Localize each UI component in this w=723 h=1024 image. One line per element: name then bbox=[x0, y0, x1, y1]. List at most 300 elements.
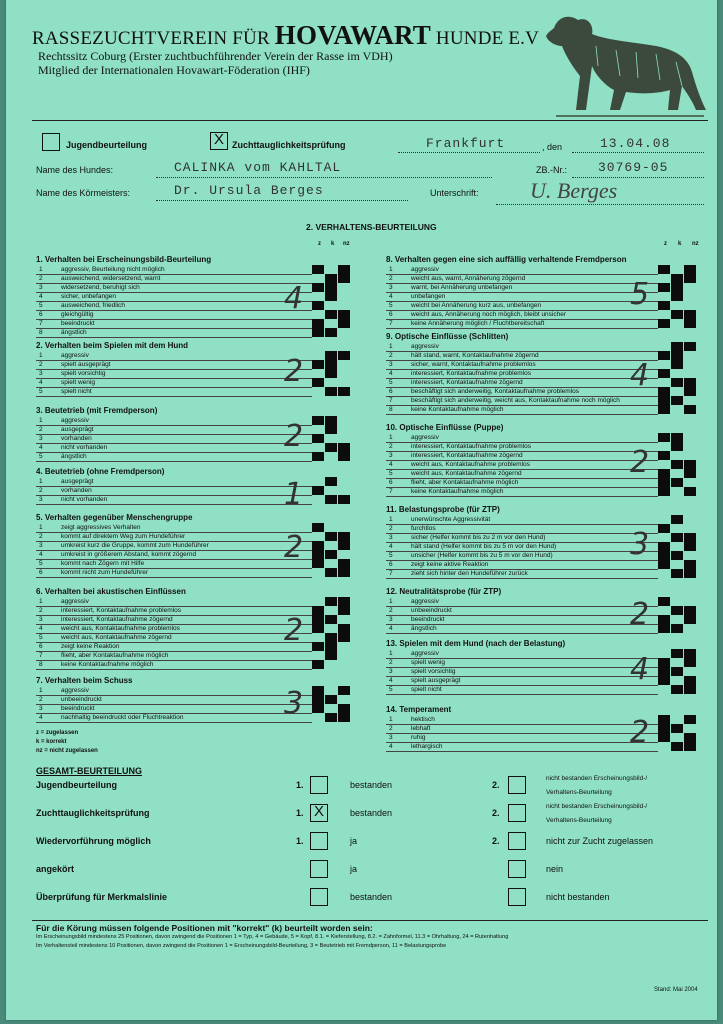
rating-cell[interactable] bbox=[671, 360, 683, 369]
rating-cell[interactable] bbox=[338, 452, 350, 461]
rating-cell[interactable] bbox=[684, 742, 696, 751]
right-section-title: 12. Neutralitätsprobe (für ZTP) bbox=[386, 587, 502, 596]
rating-cell[interactable] bbox=[338, 686, 350, 695]
rating-cell[interactable] bbox=[684, 524, 696, 533]
rating-cell[interactable] bbox=[658, 533, 670, 542]
summary-option-b: nein bbox=[546, 864, 564, 874]
right-option-row bbox=[386, 569, 658, 579]
rating-cell[interactable] bbox=[658, 615, 670, 624]
option-number: 1 bbox=[39, 478, 43, 485]
option-number: 3 bbox=[39, 496, 43, 503]
rating-cell[interactable] bbox=[325, 425, 337, 434]
summary-checkbox-2[interactable] bbox=[508, 776, 526, 794]
rating-cell[interactable] bbox=[658, 301, 670, 310]
rating-cell[interactable] bbox=[684, 606, 696, 615]
rating-cell[interactable] bbox=[325, 477, 337, 486]
rating-cell[interactable] bbox=[312, 495, 324, 504]
rating-cell[interactable] bbox=[671, 742, 683, 751]
rating-cell[interactable] bbox=[658, 378, 670, 387]
rating-cell[interactable] bbox=[658, 524, 670, 533]
option-text: ausweichend, friedlich bbox=[61, 302, 125, 309]
rating-cell[interactable] bbox=[671, 342, 683, 351]
rating-cell[interactable] bbox=[658, 606, 670, 615]
summary-checkbox-1[interactable] bbox=[310, 888, 328, 906]
left-option-row bbox=[36, 713, 312, 723]
rating-cell[interactable] bbox=[671, 460, 683, 469]
rating-cell[interactable] bbox=[684, 265, 696, 274]
rating-cell[interactable] bbox=[671, 524, 683, 533]
rating-cell[interactable] bbox=[338, 633, 350, 642]
rating-cell[interactable] bbox=[684, 378, 696, 387]
rating-cell[interactable] bbox=[325, 443, 337, 452]
rating-cell[interactable] bbox=[684, 487, 696, 496]
rating-cell[interactable] bbox=[658, 369, 670, 378]
rating-cell[interactable] bbox=[325, 642, 337, 651]
rating-cell[interactable] bbox=[658, 342, 670, 351]
rating-cell[interactable] bbox=[312, 477, 324, 486]
rating-cell[interactable] bbox=[658, 319, 670, 328]
rating-cell[interactable] bbox=[671, 442, 683, 451]
rating-cell[interactable] bbox=[312, 274, 324, 283]
rating-cell[interactable] bbox=[671, 715, 683, 724]
jugend-checkbox[interactable] bbox=[42, 133, 60, 151]
footer-line-2: Im Verhaltensteil mindestens 10 Positionen, davon zwingend die Positionen 1 = Erscheinungsbild-Beurteilung, 3 = Beutetrieb mit Fremdperson, 11 = Belastungsprobe bbox=[36, 943, 447, 949]
rating-cell[interactable] bbox=[684, 283, 696, 292]
rating-cell[interactable] bbox=[684, 342, 696, 351]
rating-cell[interactable] bbox=[684, 685, 696, 694]
rating-cell[interactable] bbox=[338, 328, 350, 337]
rating-cell[interactable] bbox=[671, 396, 683, 405]
rating-cell[interactable] bbox=[325, 713, 337, 722]
rating-cell[interactable] bbox=[338, 486, 350, 495]
rating-cell[interactable] bbox=[671, 624, 683, 633]
rating-cell[interactable] bbox=[658, 676, 670, 685]
rating-cell[interactable] bbox=[338, 624, 350, 633]
rating-cell[interactable] bbox=[684, 597, 696, 606]
rating-cell[interactable] bbox=[684, 551, 696, 560]
rating-cell[interactable] bbox=[325, 633, 337, 642]
option-text: ausgeprägt bbox=[61, 478, 94, 485]
rating-cell[interactable] bbox=[671, 533, 683, 542]
rating-cell[interactable] bbox=[312, 265, 324, 274]
rating-cell[interactable] bbox=[338, 443, 350, 452]
rating-cell[interactable] bbox=[312, 606, 324, 615]
rating-cell[interactable] bbox=[684, 301, 696, 310]
rating-cell[interactable] bbox=[338, 541, 350, 550]
rating-cell[interactable] bbox=[658, 597, 670, 606]
rating-cell[interactable] bbox=[338, 378, 350, 387]
summary-checkbox-2[interactable] bbox=[508, 832, 526, 850]
rating-cell[interactable] bbox=[312, 651, 324, 660]
rating-cell[interactable] bbox=[658, 405, 670, 414]
option-text: ängstlich bbox=[61, 329, 87, 336]
rating-cell[interactable] bbox=[312, 486, 324, 495]
rating-cell[interactable] bbox=[684, 515, 696, 524]
right-section-title: 9. Optische Einflüsse (Schlitten) bbox=[386, 332, 509, 341]
rating-cell[interactable] bbox=[312, 615, 324, 624]
rating-cell[interactable] bbox=[338, 319, 350, 328]
rating-cell[interactable] bbox=[671, 597, 683, 606]
rating-cell[interactable] bbox=[338, 369, 350, 378]
rating-cell[interactable] bbox=[325, 597, 337, 606]
rating-cell[interactable] bbox=[312, 532, 324, 541]
rating-cell[interactable] bbox=[338, 713, 350, 722]
rating-cell[interactable] bbox=[325, 624, 337, 633]
rating-cell[interactable] bbox=[325, 292, 337, 301]
rating-cell[interactable] bbox=[312, 443, 324, 452]
rating-cell[interactable] bbox=[325, 523, 337, 532]
rating-cell[interactable] bbox=[325, 532, 337, 541]
option-text: ängstlich bbox=[61, 453, 87, 460]
rating-cell[interactable] bbox=[671, 265, 683, 274]
rating-cell[interactable] bbox=[325, 704, 337, 713]
rating-cell[interactable] bbox=[658, 478, 670, 487]
summary-checkbox-1[interactable] bbox=[310, 804, 328, 822]
rating-cell[interactable] bbox=[312, 283, 324, 292]
rating-cell[interactable] bbox=[684, 469, 696, 478]
rating-cell[interactable] bbox=[658, 396, 670, 405]
rating-cell[interactable] bbox=[684, 433, 696, 442]
rating-cell[interactable] bbox=[671, 478, 683, 487]
rating-cell[interactable] bbox=[658, 649, 670, 658]
rating-cell[interactable] bbox=[338, 568, 350, 577]
rating-cell[interactable] bbox=[658, 442, 670, 451]
rating-cell[interactable] bbox=[312, 541, 324, 550]
rating-cell[interactable] bbox=[325, 416, 337, 425]
rating-cell[interactable] bbox=[684, 533, 696, 542]
rating-cell[interactable] bbox=[671, 274, 683, 283]
rating-cell[interactable] bbox=[658, 274, 670, 283]
rating-cell[interactable] bbox=[658, 658, 670, 667]
rating-cell[interactable] bbox=[312, 452, 324, 461]
rating-cell[interactable] bbox=[338, 274, 350, 283]
rating-cell[interactable] bbox=[338, 642, 350, 651]
rating-cell[interactable] bbox=[325, 360, 337, 369]
option-number: 5 bbox=[389, 302, 393, 309]
rating-cell[interactable] bbox=[684, 292, 696, 301]
rating-cell[interactable] bbox=[338, 301, 350, 310]
rating-cell[interactable] bbox=[325, 387, 337, 396]
rating-cell[interactable] bbox=[325, 486, 337, 495]
association-title: RASSEZUCHTVEREIN FÜR HOVAWART HUNDE E.V bbox=[32, 20, 540, 50]
rating-cell[interactable] bbox=[325, 434, 337, 443]
rating-cell[interactable] bbox=[312, 434, 324, 443]
rating-cell[interactable] bbox=[325, 568, 337, 577]
option-number: 3 bbox=[389, 361, 393, 368]
rating-cell[interactable] bbox=[325, 695, 337, 704]
summary-checkbox-1[interactable] bbox=[310, 776, 328, 794]
rating-cell[interactable] bbox=[671, 515, 683, 524]
option-text: kommt auf direktem Weg zum Hundeführer bbox=[61, 533, 186, 540]
rating-cell[interactable] bbox=[684, 274, 696, 283]
rating-cell[interactable] bbox=[658, 265, 670, 274]
rating-cell[interactable] bbox=[325, 660, 337, 669]
rating-cell[interactable] bbox=[671, 405, 683, 414]
rating-cell[interactable] bbox=[658, 469, 670, 478]
legal-seat-line: Rechtssitz Coburg (Erster zuchtbuchführender Verein der Rasse im VDH) bbox=[38, 49, 393, 63]
rating-cell[interactable] bbox=[658, 460, 670, 469]
rating-cell[interactable] bbox=[684, 369, 696, 378]
rating-cell[interactable] bbox=[671, 469, 683, 478]
rating-cell[interactable] bbox=[312, 387, 324, 396]
rating-cell[interactable] bbox=[684, 360, 696, 369]
rating-cell[interactable] bbox=[658, 624, 670, 633]
option-text: vorhanden bbox=[61, 435, 92, 442]
rating-cell[interactable] bbox=[338, 695, 350, 704]
option-number: 2 bbox=[389, 275, 393, 282]
left-handwritten-score: 4 bbox=[284, 281, 304, 316]
rating-cell[interactable] bbox=[338, 704, 350, 713]
rating-cell[interactable] bbox=[312, 416, 324, 425]
z-header: z bbox=[318, 241, 321, 247]
rating-cell[interactable] bbox=[312, 642, 324, 651]
rating-cell[interactable] bbox=[684, 560, 696, 569]
rating-cell[interactable] bbox=[684, 319, 696, 328]
option-text: zieht sich hinter den Hundeführer zurück bbox=[411, 570, 528, 577]
rating-cell[interactable] bbox=[325, 351, 337, 360]
rating-cell[interactable] bbox=[671, 292, 683, 301]
rating-cell[interactable] bbox=[338, 265, 350, 274]
rating-cell[interactable] bbox=[338, 597, 350, 606]
rating-cell[interactable] bbox=[658, 433, 670, 442]
summary-checkbox-2[interactable] bbox=[508, 804, 526, 822]
rating-cell[interactable] bbox=[658, 360, 670, 369]
summary-option-b: nicht bestanden bbox=[546, 892, 610, 902]
rating-cell[interactable] bbox=[338, 292, 350, 301]
summary-check-mark bbox=[311, 833, 327, 849]
left-option-row bbox=[36, 568, 312, 578]
membership-line: Mitglied der Internationalen Hovawart-Föderation (IHF) bbox=[38, 63, 310, 77]
rating-cell[interactable] bbox=[671, 560, 683, 569]
rating-cell[interactable] bbox=[684, 733, 696, 742]
rating-cell[interactable] bbox=[325, 686, 337, 695]
rating-cell[interactable] bbox=[671, 733, 683, 742]
rating-cell[interactable] bbox=[312, 523, 324, 532]
rating-cell[interactable] bbox=[658, 569, 670, 578]
rating-cell[interactable] bbox=[671, 551, 683, 560]
rating-cell[interactable] bbox=[658, 715, 670, 724]
rating-cell[interactable] bbox=[671, 542, 683, 551]
rating-cell[interactable] bbox=[325, 369, 337, 378]
rating-cell[interactable] bbox=[325, 615, 337, 624]
option-number: 7 bbox=[39, 652, 43, 659]
rating-cell[interactable] bbox=[658, 742, 670, 751]
rating-cell[interactable] bbox=[312, 292, 324, 301]
rating-cell[interactable] bbox=[312, 550, 324, 559]
rating-cell[interactable] bbox=[658, 685, 670, 694]
rating-cell[interactable] bbox=[671, 387, 683, 396]
right-option-row bbox=[386, 685, 658, 695]
rating-cell[interactable] bbox=[658, 515, 670, 524]
left-handwritten-score: 1 bbox=[284, 477, 304, 512]
option-number: 3 bbox=[389, 734, 393, 741]
summary-checkbox-1[interactable] bbox=[310, 832, 328, 850]
rating-cell[interactable] bbox=[658, 310, 670, 319]
rating-cell[interactable] bbox=[658, 351, 670, 360]
rating-cell[interactable] bbox=[671, 301, 683, 310]
summary-checkbox-1[interactable] bbox=[310, 860, 328, 878]
rating-cell[interactable] bbox=[684, 715, 696, 724]
rating-cell[interactable] bbox=[338, 283, 350, 292]
rating-cell[interactable] bbox=[671, 569, 683, 578]
rating-cell[interactable] bbox=[684, 676, 696, 685]
rating-cell[interactable] bbox=[671, 685, 683, 694]
rating-cell[interactable] bbox=[671, 615, 683, 624]
rating-cell[interactable] bbox=[684, 478, 696, 487]
rating-cell[interactable] bbox=[338, 416, 350, 425]
rating-cell[interactable] bbox=[325, 328, 337, 337]
rating-cell[interactable] bbox=[325, 452, 337, 461]
rating-cell[interactable] bbox=[312, 633, 324, 642]
rating-cell[interactable] bbox=[338, 387, 350, 396]
rating-cell[interactable] bbox=[671, 606, 683, 615]
rating-cell[interactable] bbox=[312, 695, 324, 704]
rating-cell[interactable] bbox=[671, 649, 683, 658]
rating-cell[interactable] bbox=[671, 658, 683, 667]
summary-checkbox-2[interactable] bbox=[508, 860, 526, 878]
rating-cell[interactable] bbox=[684, 649, 696, 658]
option-number: 7 bbox=[389, 320, 393, 327]
rating-cell[interactable] bbox=[658, 451, 670, 460]
rating-cell[interactable] bbox=[325, 541, 337, 550]
rating-cell[interactable] bbox=[338, 351, 350, 360]
zb-label: ZB.-Nr.: bbox=[536, 165, 567, 175]
rating-cell[interactable] bbox=[684, 310, 696, 319]
rating-cell[interactable] bbox=[338, 360, 350, 369]
rating-cell[interactable] bbox=[312, 319, 324, 328]
rating-cell[interactable] bbox=[312, 686, 324, 695]
rating-cell[interactable] bbox=[312, 328, 324, 337]
option-text: kommt nach Zögern mit Hilfe bbox=[61, 560, 145, 567]
rating-cell[interactable] bbox=[338, 651, 350, 660]
rating-cell[interactable] bbox=[658, 283, 670, 292]
rating-cell[interactable] bbox=[325, 559, 337, 568]
rating-cell[interactable] bbox=[312, 559, 324, 568]
rating-cell[interactable] bbox=[312, 351, 324, 360]
rating-cell[interactable] bbox=[312, 568, 324, 577]
rating-cell[interactable] bbox=[684, 542, 696, 551]
rating-cell[interactable] bbox=[658, 387, 670, 396]
rating-cell[interactable] bbox=[671, 667, 683, 676]
rating-cell[interactable] bbox=[312, 310, 324, 319]
rating-cell[interactable] bbox=[658, 487, 670, 496]
rating-cell[interactable] bbox=[338, 477, 350, 486]
rating-cell[interactable] bbox=[312, 360, 324, 369]
rating-cell[interactable] bbox=[338, 434, 350, 443]
rating-cell[interactable] bbox=[312, 301, 324, 310]
rating-cell[interactable] bbox=[312, 378, 324, 387]
rating-cell[interactable] bbox=[658, 542, 670, 551]
option-number: 2 bbox=[39, 607, 43, 614]
rating-cell[interactable] bbox=[338, 310, 350, 319]
rating-cell[interactable] bbox=[312, 369, 324, 378]
rating-cell[interactable] bbox=[684, 658, 696, 667]
option-text: interessiert, Kontaktaufnahme zögernd bbox=[61, 616, 173, 623]
rating-cell[interactable] bbox=[338, 615, 350, 624]
rating-cell[interactable] bbox=[338, 495, 350, 504]
option-number: 7 bbox=[389, 397, 393, 404]
rating-cell[interactable] bbox=[325, 606, 337, 615]
rating-cell[interactable] bbox=[684, 451, 696, 460]
option-text: widersetzend, beruhigt sich bbox=[61, 284, 140, 291]
rating-cell[interactable] bbox=[325, 265, 337, 274]
option-number: 6 bbox=[389, 388, 393, 395]
rating-cell[interactable] bbox=[658, 733, 670, 742]
rating-cell[interactable] bbox=[671, 487, 683, 496]
rating-cell[interactable] bbox=[684, 724, 696, 733]
rating-cell[interactable] bbox=[684, 351, 696, 360]
rating-cell[interactable] bbox=[671, 676, 683, 685]
rating-cell[interactable] bbox=[325, 301, 337, 310]
rating-cell[interactable] bbox=[684, 396, 696, 405]
rating-cell[interactable] bbox=[312, 713, 324, 722]
rating-cell[interactable] bbox=[684, 460, 696, 469]
option-text: hält stand (Helfer kommt bis zu 5 m vor den Hund) bbox=[411, 543, 557, 550]
rating-cell[interactable] bbox=[671, 433, 683, 442]
rating-cell[interactable] bbox=[338, 523, 350, 532]
zucht-checkbox[interactable] bbox=[210, 132, 228, 150]
rating-cell[interactable] bbox=[338, 532, 350, 541]
rating-cell[interactable] bbox=[671, 351, 683, 360]
rating-cell[interactable] bbox=[671, 378, 683, 387]
rating-cell[interactable] bbox=[671, 724, 683, 733]
rating-cell[interactable] bbox=[671, 310, 683, 319]
rating-cell[interactable] bbox=[325, 550, 337, 559]
rating-cell[interactable] bbox=[312, 660, 324, 669]
rating-cell[interactable] bbox=[325, 319, 337, 328]
rating-cell[interactable] bbox=[684, 442, 696, 451]
rating-cell[interactable] bbox=[658, 551, 670, 560]
rating-cell[interactable] bbox=[325, 378, 337, 387]
rating-cell[interactable] bbox=[658, 667, 670, 676]
rating-cell[interactable] bbox=[684, 405, 696, 414]
rating-cell[interactable] bbox=[312, 624, 324, 633]
rating-cell[interactable] bbox=[658, 724, 670, 733]
rating-cell[interactable] bbox=[312, 597, 324, 606]
rating-cell[interactable] bbox=[338, 660, 350, 669]
rating-cell[interactable] bbox=[684, 667, 696, 676]
rating-cell[interactable] bbox=[312, 425, 324, 434]
rating-cell[interactable] bbox=[658, 292, 670, 301]
rating-cell[interactable] bbox=[671, 451, 683, 460]
rating-cell[interactable] bbox=[338, 559, 350, 568]
rating-cell[interactable] bbox=[684, 387, 696, 396]
rating-cell[interactable] bbox=[325, 651, 337, 660]
rating-cell[interactable] bbox=[325, 310, 337, 319]
option-number: 5 bbox=[39, 634, 43, 641]
rating-cell[interactable] bbox=[325, 283, 337, 292]
rating-cell[interactable] bbox=[671, 319, 683, 328]
rating-cell[interactable] bbox=[325, 274, 337, 283]
rating-cell[interactable] bbox=[684, 615, 696, 624]
dog-name-label: Name des Hundes: bbox=[36, 165, 114, 175]
summary-checkbox-2[interactable] bbox=[508, 888, 526, 906]
rating-cell[interactable] bbox=[312, 704, 324, 713]
rating-cell[interactable] bbox=[338, 425, 350, 434]
rating-cell[interactable] bbox=[338, 550, 350, 559]
rating-cell[interactable] bbox=[325, 495, 337, 504]
option-text: nachhaltig beeindruckt oder Fluchtreaktion bbox=[61, 714, 184, 721]
rating-cell[interactable] bbox=[684, 569, 696, 578]
option-text: beeindruckt bbox=[61, 320, 95, 327]
right-option-row bbox=[386, 624, 658, 634]
rating-cell[interactable] bbox=[338, 606, 350, 615]
option-number: 5 bbox=[39, 453, 43, 460]
rating-cell[interactable] bbox=[671, 283, 683, 292]
rating-cell[interactable] bbox=[671, 369, 683, 378]
rating-cell[interactable] bbox=[684, 624, 696, 633]
rating-cell[interactable] bbox=[658, 560, 670, 569]
